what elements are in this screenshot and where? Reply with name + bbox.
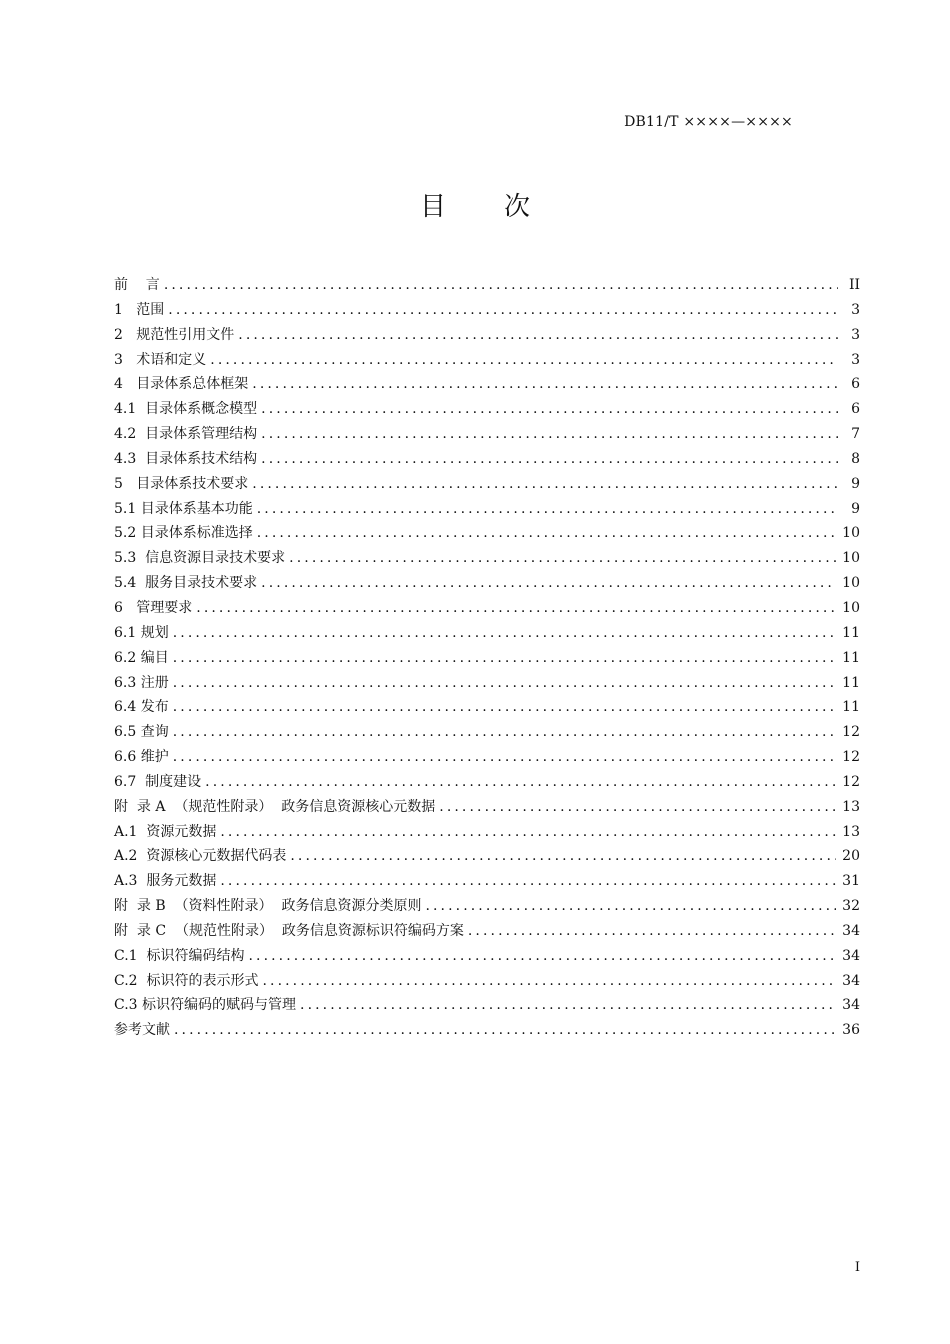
toc-leader-dots — [290, 844, 836, 869]
toc-entry[interactable] — [114, 646, 860, 671]
toc-leader-dots — [261, 422, 838, 447]
toc-entry-page: 7 — [851, 426, 860, 443]
toc-entry-label: 附 录 C （规范性附录） 政务信息资源标识符编码方案 — [114, 922, 464, 939]
toc-leader-dots — [220, 820, 836, 845]
toc-entry-label: 6 管理要求 — [114, 599, 193, 616]
toc-leader-dots — [261, 447, 838, 472]
toc-leader-dots — [173, 671, 836, 696]
toc-entry[interactable] — [114, 323, 860, 348]
toc-entry-label: 6.6 维护 — [114, 749, 169, 766]
toc-entry-page: 10 — [842, 599, 860, 616]
toc-entry[interactable] — [114, 770, 860, 795]
toc-entry[interactable] — [114, 447, 860, 472]
toc-entry-label: 参考文献 — [114, 1022, 170, 1039]
toc-entry-label: 6.5 查询 — [114, 724, 169, 741]
toc-entry-page: 13 — [842, 798, 860, 815]
toc-entry[interactable] — [114, 993, 860, 1018]
toc-entry-page: 11 — [842, 649, 860, 666]
toc-entry-page: 10 — [842, 525, 860, 542]
toc-leader-dots — [220, 869, 836, 894]
toc-entry[interactable] — [114, 820, 860, 845]
toc-entry-label: 6.7 制度建设 — [114, 773, 202, 790]
toc-entry[interactable] — [114, 969, 860, 994]
toc-leader-dots — [196, 596, 836, 621]
document-code: DB11/T ××××—×××× — [624, 114, 793, 130]
toc-entry-page: 6 — [851, 376, 860, 393]
toc-entry-label: 3 术语和定义 — [114, 351, 207, 368]
toc-leader-dots — [173, 695, 836, 720]
title-char-2: 次 — [504, 192, 531, 222]
toc-entry[interactable] — [114, 397, 860, 422]
toc-entry-label: 5 目录体系技术要求 — [114, 475, 249, 492]
toc-entry[interactable] — [114, 273, 860, 298]
toc-leader-dots — [262, 969, 836, 994]
toc-entry-page: 36 — [842, 1022, 860, 1039]
toc-entry-label: 5.2 目录体系标准选择 — [114, 525, 253, 542]
toc-entry-label: 4 目录体系总体框架 — [114, 376, 249, 393]
toc-entry-page: 3 — [851, 301, 860, 318]
toc-leader-dots — [300, 993, 836, 1018]
toc-entry-label: C.1 标识符编码结构 — [114, 947, 245, 964]
toc-entry[interactable] — [114, 919, 860, 944]
toc-leader-dots — [173, 621, 836, 646]
toc-entry-page: 34 — [842, 922, 860, 939]
toc-entry[interactable] — [114, 348, 860, 373]
toc-leader-dots — [257, 521, 836, 546]
toc-entry-page: 9 — [851, 475, 860, 492]
footer-page-number: I — [854, 1260, 860, 1275]
toc-leader-dots — [173, 646, 836, 671]
toc-entry-label: 4.2 目录体系管理结构 — [114, 426, 258, 443]
toc-entry-page: 11 — [842, 674, 860, 691]
toc-entry-label: C.3 标识符编码的赋码与管理 — [114, 997, 297, 1014]
toc-entry[interactable] — [114, 944, 860, 969]
toc-entry-label: 5.1 目录体系基本功能 — [114, 500, 253, 517]
toc-entry[interactable] — [114, 621, 860, 646]
toc-entry-page: 9 — [851, 500, 860, 517]
toc-leader-dots — [164, 273, 838, 298]
toc-entry[interactable] — [114, 745, 860, 770]
toc-entry[interactable] — [114, 571, 860, 596]
toc-leader-dots — [289, 546, 836, 571]
toc-leader-dots — [468, 919, 836, 944]
toc-entry-label: A.3 服务元数据 — [114, 873, 217, 890]
page-title — [0, 186, 950, 223]
toc-entry[interactable] — [114, 869, 860, 894]
toc-entry-label: 附 录 B （资料性附录） 政务信息资源分类原则 — [114, 898, 422, 915]
toc-leader-dots — [210, 348, 838, 373]
toc-leader-dots — [248, 944, 836, 969]
toc-leader-dots — [425, 894, 836, 919]
toc-entry-page: 3 — [851, 351, 860, 368]
toc-entry-label: 6.3 注册 — [114, 674, 169, 691]
toc-entry-page: II — [848, 277, 860, 293]
toc-entry-label: 4.3 目录体系技术结构 — [114, 450, 258, 467]
toc-entry-label: 5.4 服务目录技术要求 — [114, 575, 258, 592]
toc-leader-dots — [261, 397, 838, 422]
toc-entry-label: A.1 资源元数据 — [114, 823, 217, 840]
toc-entry[interactable] — [114, 372, 860, 397]
toc-entry[interactable] — [114, 472, 860, 497]
toc-entry-page: 32 — [842, 898, 860, 915]
toc-entry-page: 12 — [842, 749, 860, 766]
toc-entry-page: 13 — [842, 823, 860, 840]
toc-leader-dots — [238, 323, 838, 348]
title-char-1: 目 — [419, 192, 446, 222]
toc-leader-dots — [173, 745, 836, 770]
toc-entry[interactable] — [114, 894, 860, 919]
toc-entry-page: 10 — [842, 575, 860, 592]
toc-leader-dots — [168, 298, 838, 323]
toc-entry[interactable] — [114, 695, 860, 720]
toc-entry-label: C.2 标识符的表示形式 — [114, 972, 259, 989]
toc-entry-label: 6.4 发布 — [114, 699, 169, 716]
toc-entry-label: 5.3 信息资源目录技术要求 — [114, 550, 286, 567]
toc-entry-page: 34 — [842, 947, 860, 964]
toc-entry-page: 8 — [851, 450, 860, 467]
toc-entry-page: 20 — [842, 848, 860, 865]
toc-leader-dots — [174, 1018, 836, 1043]
toc-leader-dots — [205, 770, 836, 795]
toc-entry[interactable] — [114, 795, 860, 820]
toc-entry-label: 前 言 — [114, 277, 160, 293]
toc-leader-dots — [261, 571, 836, 596]
toc-entry[interactable] — [114, 671, 860, 696]
toc-entry-label: 附 录 A （规范性附录） 政务信息资源核心元数据 — [114, 798, 436, 815]
toc-entry[interactable] — [114, 521, 860, 546]
toc-entry-page: 34 — [842, 997, 860, 1014]
toc-entry-page: 34 — [842, 972, 860, 989]
toc-entry-page: 11 — [842, 624, 860, 641]
table-of-contents — [114, 273, 860, 1043]
toc-entry-label: 6.1 规划 — [114, 624, 169, 641]
toc-entry[interactable] — [114, 298, 860, 323]
toc-entry-page: 10 — [842, 550, 860, 567]
toc-entry-page: 6 — [851, 401, 860, 418]
toc-entry-label: A.2 资源核心元数据代码表 — [114, 848, 287, 865]
toc-entry[interactable] — [114, 1018, 860, 1043]
toc-entry-label: 1 范围 — [114, 301, 165, 318]
toc-leader-dots — [257, 497, 838, 522]
toc-entry-label: 6.2 编目 — [114, 649, 169, 666]
toc-entry-label: 4.1 目录体系概念模型 — [114, 401, 258, 418]
toc-leader-dots — [252, 372, 838, 397]
toc-entry[interactable] — [114, 844, 860, 869]
toc-entry[interactable] — [114, 720, 860, 745]
toc-entry[interactable] — [114, 546, 860, 571]
toc-leader-dots — [439, 795, 836, 820]
toc-leader-dots — [252, 472, 838, 497]
toc-entry-page: 11 — [842, 699, 860, 716]
toc-leader-dots — [173, 720, 836, 745]
toc-entry-page: 3 — [851, 326, 860, 343]
toc-entry[interactable] — [114, 596, 860, 621]
toc-entry-page: 12 — [842, 773, 860, 790]
toc-entry-label: 2 规范性引用文件 — [114, 326, 235, 343]
toc-entry-page: 12 — [842, 724, 860, 741]
toc-entry-page: 31 — [842, 873, 860, 890]
toc-entry[interactable] — [114, 422, 860, 447]
toc-entry[interactable] — [114, 497, 860, 522]
